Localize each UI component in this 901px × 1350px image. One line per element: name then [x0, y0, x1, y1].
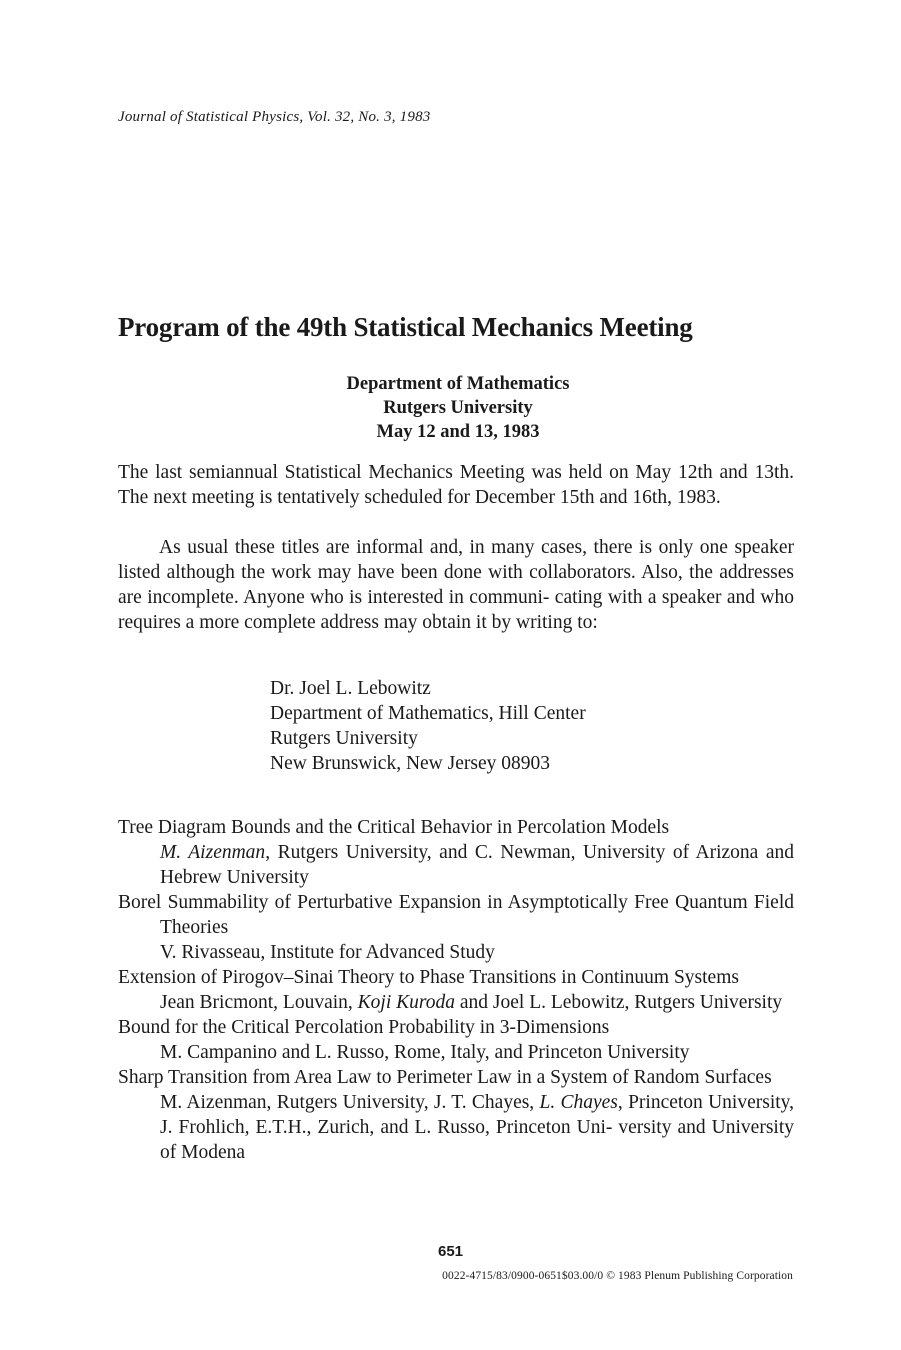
author-affiliation-text: M. Aizenman, Rutgers University, J. T. Chayes, — [160, 1092, 540, 1113]
address-line-4: New Brunswick, New Jersey 08903 — [270, 753, 550, 774]
speaker-name: M. Aizenman — [160, 842, 266, 863]
talk-authors — [118, 990, 794, 1015]
speaker-name: Koji Kuroda — [357, 992, 456, 1013]
talk-list — [118, 815, 794, 1165]
talk-item — [118, 815, 794, 890]
contact-address — [270, 676, 586, 776]
talk-item — [118, 1065, 794, 1165]
page-number: 651 — [437, 1243, 464, 1260]
address-line-1: Dr. Joel L. Lebowitz — [270, 678, 431, 699]
subheading-university: Rutgers University — [383, 398, 533, 418]
talk-authors — [118, 1090, 794, 1165]
author-affiliation-text: and Joel L. Lebowitz, Rutgers University — [455, 992, 783, 1013]
talk-title: Borel Summability of Perturbative Expansion in Asymptotically Free Quantum Field Theories — [118, 892, 794, 938]
intro-paragraph-1: The last semiannual Statistical Mechanics Meeting was held on May 12th and 13th. The next meeting is tentatively scheduled for December 15th and 16th, 1983. — [118, 462, 794, 508]
author-affiliation-text: V. Rivasseau, Institute for Advanced Study — [160, 942, 495, 963]
author-affiliation-text: M. Campanino and L. Russo, Rome, Italy, and Princeton University — [160, 1042, 690, 1063]
talk-item — [118, 1015, 794, 1065]
intro-paragraph-2: As usual these titles are informal and, in many cases, there is only one speaker listed although the work may have been done with collaborators. Also, the addresses are incomplete. Anyone who is interested in communi- cating with a speaker and who requires a more complete address may obtain it by writing to: — [118, 537, 794, 633]
talk-title: Extension of Pirogov–Sinai Theory to Phase Transitions in Continuum Systems — [118, 967, 739, 988]
copyright-line: 0022-4715/83/0900-0651$03.00/0 © 1983 Plenum Publishing Corporation — [442, 1270, 793, 1282]
talk-title: Sharp Transition from Area Law to Perimeter Law in a System of Random Surfaces — [118, 1067, 772, 1088]
talk-authors — [118, 840, 794, 890]
page-title: Program of the 49th Statistical Mechanics Meeting — [118, 312, 693, 342]
talk-authors — [118, 940, 794, 965]
subheading-department: Department of Mathematics — [346, 374, 570, 394]
talk-item — [118, 965, 794, 1015]
talk-title: Tree Diagram Bounds and the Critical Behavior in Percolation Models — [118, 817, 670, 838]
address-line-2: Department of Mathematics, Hill Center — [270, 703, 586, 724]
author-affiliation-text: , Princeton University, J. Frohlich, E.T.H., Zurich, and L. Russo, Princeton Uni- versity and University of Modena — [160, 1092, 795, 1163]
address-line-3: Rutgers University — [270, 728, 418, 749]
author-affiliation-text: , Rutgers University, and C. Newman, University of Arizona and Hebrew University — [160, 842, 794, 888]
speaker-name: L. Chayes — [539, 1092, 618, 1113]
journal-line: Journal of Statistical Physics, Vol. 32, No. 3, 1983 — [118, 109, 431, 125]
talk-authors — [118, 1040, 794, 1065]
talk-title: Bound for the Critical Percolation Probability in 3-Dimensions — [118, 1017, 610, 1038]
author-affiliation-text: Jean Bricmont, Louvain, — [160, 992, 358, 1013]
meeting-subheading — [118, 372, 798, 444]
talk-item — [118, 890, 794, 965]
subheading-dates: May 12 and 13, 1983 — [376, 422, 540, 442]
